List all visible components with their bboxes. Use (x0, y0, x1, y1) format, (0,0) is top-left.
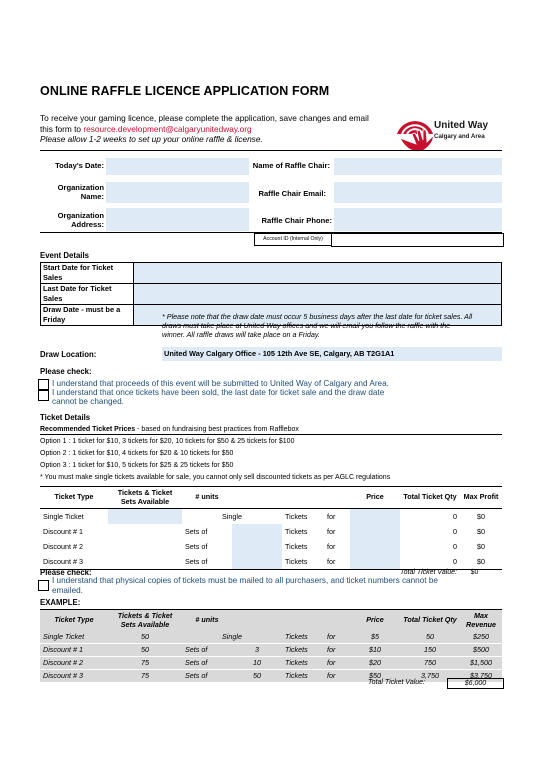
row-qty: 150 (400, 644, 460, 657)
row-tickets: Tickets (282, 631, 324, 644)
row-type: Discount # 1 (43, 527, 83, 536)
start-date-label: Start Date for Ticket Sales (41, 263, 134, 284)
col-tickets (282, 610, 324, 632)
form-title: ONLINE RAFFLE LICENCE APPLICATION FORM (40, 84, 330, 98)
row-for: for (324, 644, 350, 657)
org-address-label-l1: Organization (57, 211, 104, 220)
row-max: $0 (477, 557, 485, 566)
table-row (40, 524, 502, 539)
row-avail: 75 (108, 670, 182, 683)
col-blank-1 (232, 610, 282, 632)
col-available: Tickets & Ticket Sets Available (117, 488, 173, 506)
check2-heading: Please check: (40, 568, 92, 577)
table-row (40, 644, 502, 657)
dates-fixed-l1: I understand that once tickets have been sold, the last date for ticket sale and the draw date (52, 388, 385, 397)
table-row (40, 539, 502, 554)
row-units: 3 (232, 644, 282, 657)
intro-line-1: To receive your gaming licence, please complete the application, save changes and email (40, 113, 369, 123)
table-row (41, 284, 502, 305)
row-tickets: Tickets (285, 557, 308, 566)
table-row (41, 263, 502, 284)
row-for: for (324, 631, 350, 644)
row-qty: 750 (400, 657, 460, 670)
row-type: Discount # 3 (40, 670, 108, 683)
row-qty: 0 (453, 527, 457, 536)
row-qty: 0 (453, 557, 457, 566)
row-units: 50 (232, 670, 282, 683)
table-row (40, 657, 502, 670)
row-type: Single Ticket (40, 631, 108, 644)
org-address-label-l2: Address: (71, 220, 104, 229)
example-grid (40, 609, 502, 683)
price-input[interactable] (350, 554, 400, 570)
draw-date-label: Draw Date - must be a Friday (41, 305, 134, 326)
example-total-label: Total Ticket Value: (368, 679, 426, 686)
chair-phone-label: Raffle Chair Phone: (261, 216, 332, 225)
chair-email-label: Raffle Chair Email: (258, 189, 326, 198)
draw-location-value: United Way Calgary Office - 105 12th Ave SE, Calgary, AB T2G1A1 (162, 347, 502, 361)
row-type: Discount # 3 (43, 557, 83, 566)
todays-date-input[interactable] (106, 158, 249, 175)
event-details-heading: Event Details (40, 251, 89, 260)
physical-tickets-text (52, 576, 507, 595)
intro-text (40, 113, 370, 145)
row-type: Discount # 1 (40, 644, 108, 657)
ticket-grid-header (40, 487, 502, 509)
col-total-qty: Total Ticket Qty (403, 492, 457, 502)
dates-fixed-checkbox[interactable] (38, 390, 49, 401)
physical-tickets-checkbox[interactable] (38, 580, 49, 591)
account-id-text: Account ID (263, 236, 289, 242)
row-type: Discount # 2 (43, 542, 83, 551)
row-max: $3,750 (460, 670, 502, 683)
org-name-label-l1: Organization (57, 183, 104, 192)
org-address-input[interactable] (106, 208, 249, 231)
units-input[interactable] (232, 539, 282, 554)
units-input[interactable] (232, 554, 282, 570)
check1-heading: Please check: (40, 367, 92, 376)
col-for (324, 610, 350, 632)
org-name-label-l2: Name: (80, 192, 104, 201)
price-input[interactable] (350, 524, 400, 539)
note-line-2: draws must take place at United Way offices and we will email you follow the raffle with the (162, 321, 451, 331)
row-price: $50 (350, 670, 400, 683)
todays-date-label: Today's Date: (55, 161, 104, 170)
col-price: Price (366, 492, 384, 502)
option-3: Option 3 : 1 ticket for $10, 5 tickets for $25 & 25 tickets for $50 (40, 462, 234, 469)
grid-total-value: $0 (470, 569, 479, 576)
intro-line-2 (40, 124, 370, 135)
row-type: Single Ticket (43, 512, 84, 521)
row-max: $0 (477, 527, 485, 536)
row-sets: Single (182, 631, 282, 644)
row-qty: 0 (453, 512, 457, 521)
price-input[interactable] (350, 509, 400, 525)
org-name-input[interactable] (106, 182, 249, 203)
draw-location-label: Draw Location: (40, 350, 97, 359)
row-max: $1,500 (460, 657, 502, 670)
row-avail: 50 (108, 631, 182, 644)
col-units: # units (195, 492, 219, 502)
row-max: $500 (460, 644, 502, 657)
row-price: $20 (350, 657, 400, 670)
row-sets: Sets of (185, 542, 208, 551)
price-input[interactable] (350, 539, 400, 554)
physical-tickets-l2: emailed. (52, 585, 83, 595)
ticket-grid (40, 486, 502, 570)
row-max: $0 (477, 542, 485, 551)
row-for: for (327, 542, 336, 551)
col-ticket-type: Ticket Type (40, 610, 108, 632)
table-row (40, 670, 502, 683)
col-total-qty: Total Ticket Qty (400, 610, 460, 632)
row-max: $250 (460, 631, 502, 644)
proceeds-checkbox[interactable] (38, 379, 49, 390)
chair-phone-input[interactable] (334, 208, 502, 231)
header-divider (40, 150, 502, 151)
row-avail: 50 (108, 644, 182, 657)
row-sets: Sets of (185, 527, 208, 536)
row-sets: Single (222, 512, 242, 521)
col-units: # units (182, 610, 232, 632)
chair-name-input[interactable] (334, 158, 502, 175)
row-tickets: Tickets (285, 542, 308, 551)
start-date-input[interactable] (134, 263, 502, 284)
option-1: Option 1 : 1 ticket for $10, 3 tickets for $20, 10 tickets for $50 & 25 tickets for $100 (40, 438, 295, 445)
row-sets: Sets of (182, 644, 232, 657)
last-date-input[interactable] (134, 284, 502, 305)
example-grid-header (40, 610, 502, 632)
option-2: Option 2 : 1 ticket for $10, 4 tickets for $20 & 10 tickets for $50 (40, 450, 234, 457)
row-tickets: Tickets (282, 644, 324, 657)
col-price: Price (350, 610, 400, 632)
chair-email-input[interactable] (334, 182, 502, 203)
row-for: for (324, 670, 350, 683)
row-qty: 3,750 (400, 670, 460, 683)
avail-cell[interactable] (108, 524, 182, 539)
aglc-note: * You must make single tickets available for sale, you cannot only sell discounted tickets as per AGLC regulations (40, 474, 391, 481)
row-avail: 75 (108, 657, 182, 670)
note-line-1: * Please note that the draw date must occur 5 business days after the last date for ticket sales. All (162, 312, 473, 321)
col-max-revenue: Max Revenue (460, 610, 502, 632)
col-blank-1 (232, 487, 282, 509)
row-max: $0 (477, 512, 485, 521)
col-max-profit: Max Profit (463, 492, 499, 502)
table-row (40, 631, 502, 644)
dates-fixed-l2: cannot be changed. (52, 397, 124, 406)
intro-prefix: this form to (40, 123, 84, 134)
col-available: Tickets & Ticket Sets Available (108, 610, 182, 632)
email-link[interactable]: resource.development@calgaryunitedway.org (83, 123, 252, 134)
account-id-label (254, 233, 332, 246)
row-type: Discount # 2 (40, 657, 108, 670)
row-sets: Sets of (182, 657, 232, 670)
col-for (324, 487, 350, 509)
row-price: $5 (350, 631, 400, 644)
row-tickets: Tickets (285, 512, 308, 521)
recommended-prices (40, 425, 502, 435)
row-units: 10 (232, 657, 282, 670)
col-tickets (282, 487, 324, 509)
physical-tickets-l1: I understand that physical copies of tickets must be mailed to all purchasers, and ticket numbers cannot be (52, 576, 438, 585)
example-heading: EXAMPLE: (40, 598, 81, 607)
chair-name-label: Name of Raffle Chair: (252, 161, 330, 170)
united-way-logo (394, 100, 489, 156)
row-tickets: Tickets (285, 527, 308, 536)
row-for: for (327, 527, 336, 536)
account-id-input[interactable] (331, 233, 504, 247)
col-ticket-type: Ticket Type (54, 492, 94, 502)
org-name-label (40, 183, 104, 201)
example-total-value: $6,000 (447, 678, 504, 689)
row-sets: Sets of (185, 557, 208, 566)
row-qty: 50 (400, 631, 460, 644)
proceeds-text: I understand that proceeds of this event will be submitted to United Way of Calgary and Area. (52, 379, 389, 388)
note-line-3: winner. All raffle draws will take place on a Friday. (162, 330, 320, 340)
row-for: for (327, 557, 336, 566)
logo-line-2: Calgary and Area (434, 133, 485, 140)
avail-cell[interactable] (108, 539, 182, 554)
row-tickets: Tickets (282, 657, 324, 670)
recommended-prices-rest: - based on fundraising best practices from Rafflebox (135, 426, 299, 433)
draw-date-note (162, 312, 507, 340)
intro-line-3: Please allow 1-2 weeks to set up your online raffle & license. (40, 134, 263, 144)
row-sets: Sets of (182, 670, 232, 683)
row-for: for (327, 512, 336, 521)
table-row (40, 509, 502, 525)
row-qty: 0 (453, 542, 457, 551)
row-price: $10 (350, 644, 400, 657)
dates-fixed-text (52, 388, 492, 406)
account-id-note: (Internal Only) (289, 236, 323, 242)
row-tickets: Tickets (282, 670, 324, 683)
last-date-label: Last Date for Ticket Sales (41, 284, 134, 305)
recommended-prices-bold: Recommended Ticket Prices (40, 426, 136, 433)
ticket-details-heading: Ticket Details (40, 413, 91, 422)
units-input[interactable] (232, 524, 282, 539)
org-address-label (40, 211, 104, 229)
logo-line-1: United Way (434, 120, 489, 131)
avail-cell[interactable] (108, 554, 182, 570)
grid-total-label: Total Ticket Value: (400, 569, 458, 576)
avail-input[interactable] (108, 509, 182, 525)
row-for: for (324, 657, 350, 670)
